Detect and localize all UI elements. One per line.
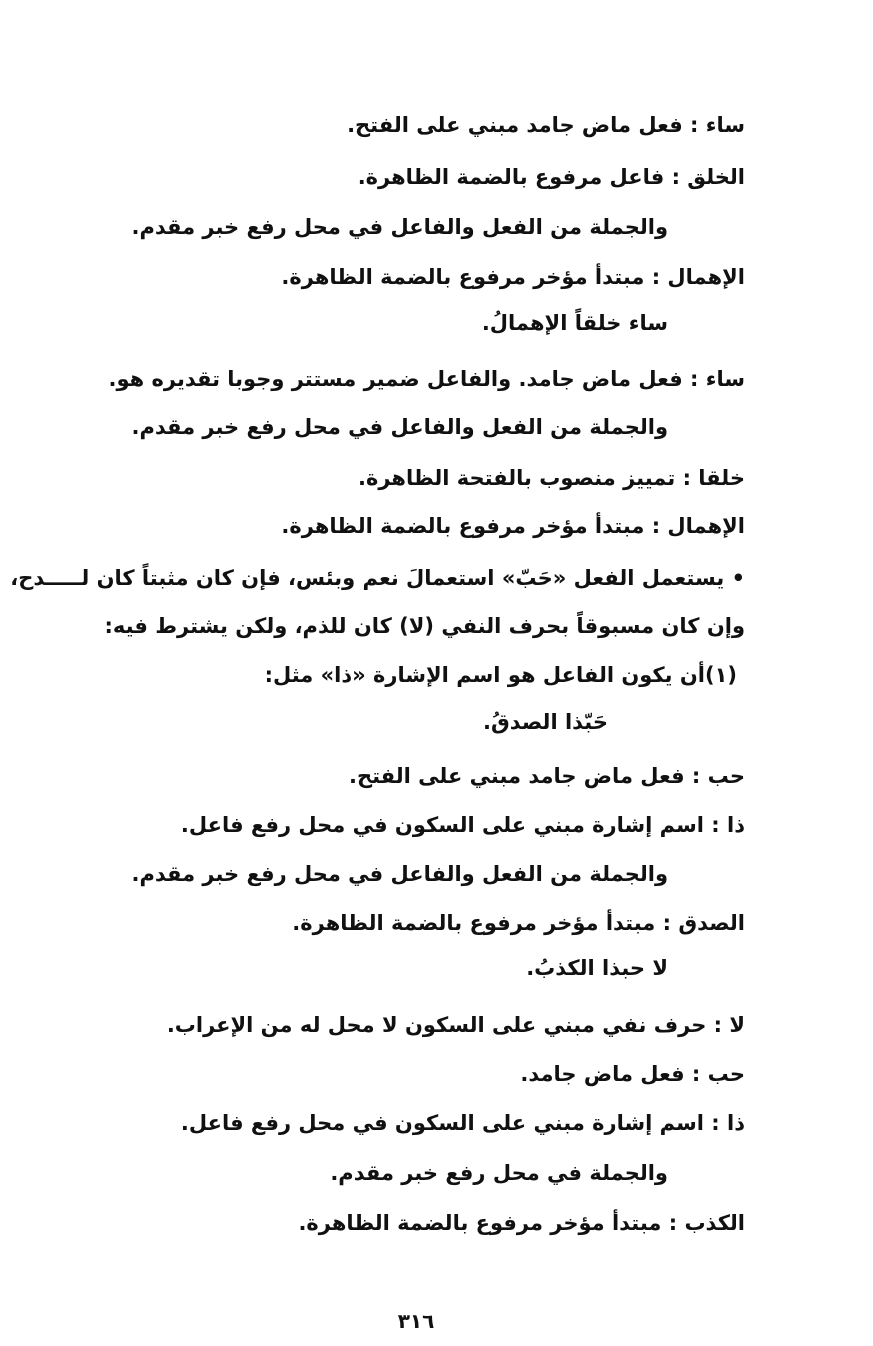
rule-text-1: يستعمل الفعل «حَبّ» استعمالَ نعم وبئس، فإن كان مثبتاً كان لـــــدح، <box>10 566 725 590</box>
text-line-19: لا : حرف نفي مبني على السكون لا محل له من الإعراب. <box>166 1013 745 1037</box>
condition-line: (١)أن يكون الفاعل هو اسم الإشارة «ذا» مثل: <box>264 663 737 687</box>
text-line-3: والجملة من الفعل والفاعل في محل رفع خبر مقدم. <box>131 215 668 239</box>
example-sentence-3: لا حبذا الكذبُ. <box>526 956 668 980</box>
text-line-9: الإهمال : مبتدأ مؤخر مرفوع بالضمة الظاهرة. <box>281 514 745 538</box>
text-line-16: والجملة من الفعل والفاعل في محل رفع خبر مقدم. <box>131 862 668 886</box>
text-line-17: الصدق : مبتدأ مؤخر مرفوع بالضمة الظاهرة. <box>292 911 745 935</box>
text-line-14: حب : فعل ماض جامد مبني على الفتح. <box>348 764 745 788</box>
page-number: ٣١٦ <box>397 1309 435 1333</box>
text-line-6: ساء : فعل ماض جامد. والفاعل ضمير مستتر وجوبا تقديره هو. <box>108 367 745 391</box>
text-line-15: ذا : اسم إشارة مبني على السكون في محل رفع فاعل. <box>180 813 745 837</box>
example-sentence-1: ساء خلقاً الإهمالُ. <box>481 311 668 335</box>
text-line-22: والجملة في محل رفع خبر مقدم. <box>330 1161 668 1185</box>
text-line-1: ساء : فعل ماض جامد مبني على الفتح. <box>347 113 745 137</box>
bullet-marker: • <box>731 566 745 590</box>
text-line-2: الخلق : فاعل مرفوع بالضمة الظاهرة. <box>357 165 745 189</box>
text-line-4: الإهمال : مبتدأ مؤخر مرفوع بالضمة الظاهرة. <box>281 265 745 289</box>
rule-paragraph-line-2: وإن كان مسبوقاً بحرف النفي (لا) كان للذم، ولكن يشترط فيه: <box>104 614 745 638</box>
text-line-23: الكذب : مبتدأ مؤخر مرفوع بالضمة الظاهرة. <box>298 1211 745 1235</box>
text-line-21: ذا : اسم إشارة مبني على السكون في محل رفع فاعل. <box>180 1111 745 1135</box>
example-sentence-2: حَبّذا الصدقُ. <box>482 710 608 734</box>
text-line-20: حب : فعل ماض جامد. <box>520 1062 745 1086</box>
text-line-8: خلقا : تمييز منصوب بالفتحة الظاهرة. <box>357 466 745 490</box>
rule-paragraph-line-1 <box>10 563 745 593</box>
text-line-7: والجملة من الفعل والفاعل في محل رفع خبر مقدم. <box>131 415 668 439</box>
